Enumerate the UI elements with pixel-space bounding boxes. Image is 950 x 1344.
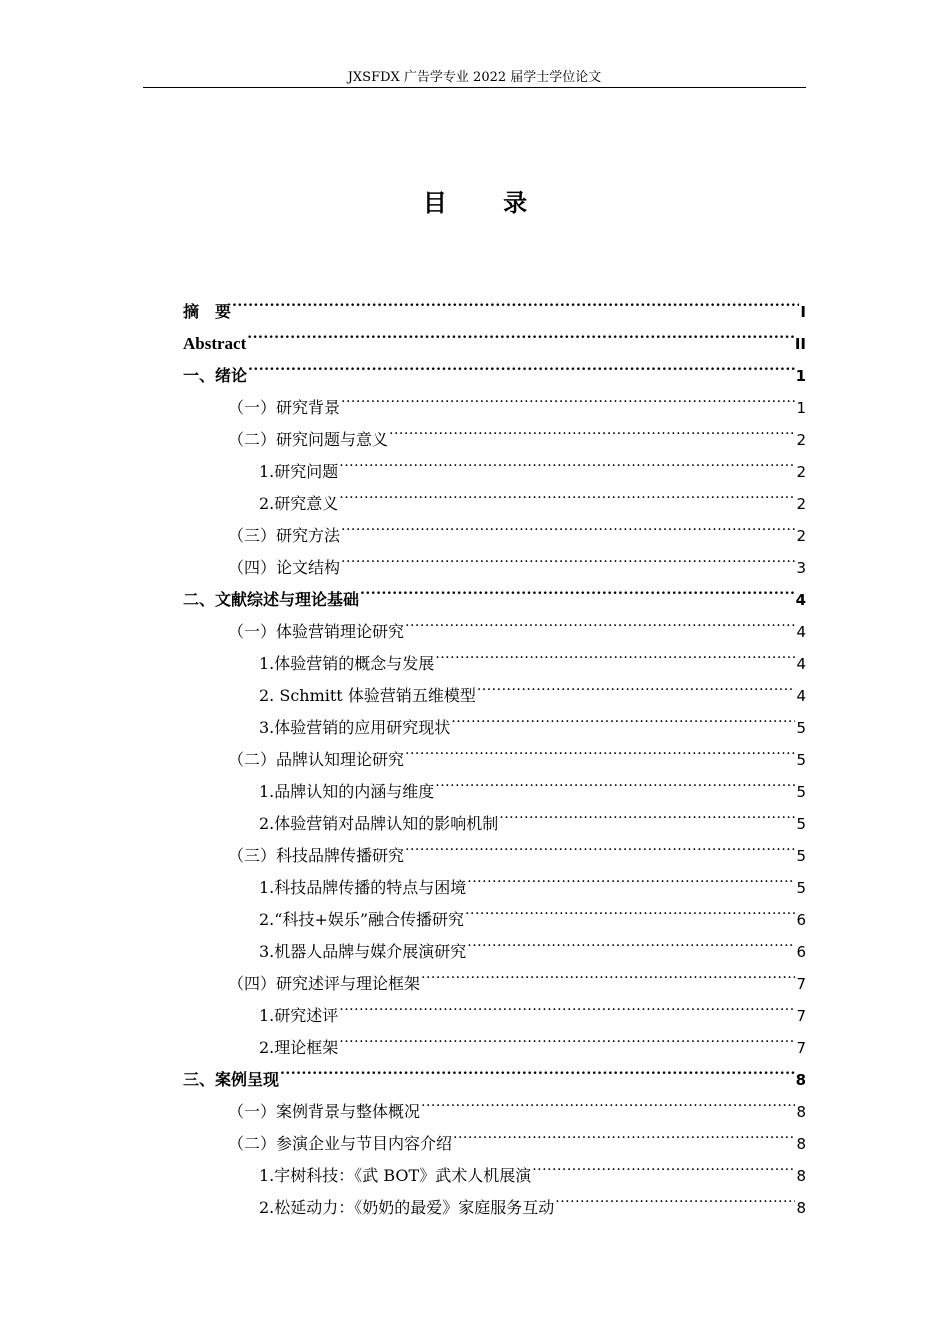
toc-entry-label: （二）参演企业与节目内容介绍 [228,1134,453,1153]
toc-dot-leader [339,1021,795,1053]
toc-entry-page-number: II [794,335,806,353]
page-header: JXSFDX 广告学专业 2022 届学士学位论文 [347,70,602,85]
toc-entry-label: （一）研究背景 [228,398,341,417]
toc-entry-page-number: 8 [796,1167,806,1185]
toc-entry-page-number: 8 [796,1103,806,1121]
toc-entry-page-number: 4 [796,623,806,641]
toc-entry-page-number: 2 [796,431,806,449]
toc-dot-leader [435,765,795,797]
toc-entry-label: 三、案例呈现 [183,1070,280,1089]
toc-entry-page-number: 8 [795,1071,806,1089]
toc-entry-page-number: 5 [796,847,806,865]
toc-dot-leader [477,669,796,701]
toc-entry-label: （四）研究述评与理论框架 [228,974,421,993]
toc-entry-label: 1.品牌认知的内涵与维度 [259,782,435,801]
toc-entry-label: 摘 要 [183,302,232,321]
toc-entry-label: （三）研究方法 [228,526,341,545]
toc-dot-leader [451,701,795,733]
toc-entry-page-number: I [800,303,806,321]
toc-entry-label: 一、绪论 [183,366,248,385]
toc-entry-page-number: 6 [796,911,806,929]
toc-entry-page-number: 5 [796,751,806,769]
toc-dot-leader [467,925,795,957]
toc-entry-page-number: 7 [796,1007,806,1025]
toc-entry[interactable] [183,285,806,321]
toc-dot-leader [341,541,795,573]
toc-entry-page-number: 1 [795,367,806,385]
toc-entry-page-number: 8 [796,1135,806,1153]
toc-entry-page-number: 7 [796,975,806,993]
toc-entry-label: 二、文献综述与理论基础 [183,590,360,609]
toc-dot-leader [532,1149,795,1181]
toc-entry-label: 1.宇树科技：《武 BOT》武术人机展演 [259,1166,532,1185]
toc-dot-leader [465,893,795,925]
toc-dot-leader [232,285,799,317]
toc-dot-leader [341,509,795,541]
toc-dot-leader [453,1117,795,1149]
toc-entry-label: 2.“科技+娱乐”融合传播研究 [259,910,465,929]
toc-entry-page-number: 5 [796,815,806,833]
toc-dot-leader [247,317,794,349]
toc-entry-label: 2.研究意义 [259,494,339,513]
toc-entry-page-number: 7 [796,1039,806,1057]
toc-entry-page-number: 2 [796,463,806,481]
toc-dot-leader [389,413,795,445]
toc-entry-page-number: 5 [796,783,806,801]
toc-dot-leader [421,1085,795,1117]
toc-entry-label: 1.研究述评 [259,1006,339,1025]
toc-entry-page-number: 3 [796,559,806,577]
toc-dot-leader [339,989,795,1021]
toc-entry-label: 3.机器人品牌与媒介展演研究 [259,942,467,961]
toc-dot-leader [555,1181,795,1213]
table-of-contents [183,285,806,1217]
toc-dot-leader [339,445,795,477]
toc-dot-leader [405,829,795,861]
toc-entry[interactable] [183,349,806,385]
header-divider [143,87,806,88]
toc-dot-leader [421,957,795,989]
toc-entry[interactable] [183,381,806,417]
toc-entry-page-number: 5 [796,719,806,737]
toc-entry-label: （四）论文结构 [228,558,341,577]
toc-entry-label: 1.研究问题 [259,462,339,481]
toc-entry-page-number: 8 [796,1199,806,1217]
toc-entry-label: 3.体验营销的应用研究现状 [259,718,451,737]
toc-entry-label: （三）科技品牌传播研究 [228,846,405,865]
toc-entry-label: （二）品牌认知理论研究 [228,750,405,769]
toc-entry-page-number: 6 [796,943,806,961]
toc-dot-leader [280,1053,795,1085]
toc-entry-label: 2. Schmitt 体验营销五维模型 [259,686,476,705]
toc-title: 目 录 [422,189,552,217]
toc-entry-label: 1.科技品牌传播的特点与困境 [259,878,467,897]
toc-dot-leader [435,637,795,669]
toc-dot-leader [248,349,795,381]
toc-dot-leader [405,605,795,637]
toc-entry-page-number: 2 [796,495,806,513]
toc-entry-label: （一）案例背景与整体概况 [228,1102,421,1121]
toc-entry-label: 1.体验营销的概念与发展 [259,654,435,673]
toc-entry-label: 2.理论框架 [259,1038,339,1057]
toc-dot-leader [499,797,795,829]
toc-entry-page-number: 4 [796,687,806,705]
toc-entry-page-number: 4 [795,591,806,609]
toc-entry[interactable] [183,317,806,353]
toc-entry-page-number: 2 [796,527,806,545]
toc-dot-leader [467,861,795,893]
toc-dot-leader [341,381,795,413]
toc-entry-label: 2.松延动力：《奶奶的最爱》家庭服务互动 [259,1198,555,1217]
toc-entry-label: 2.体验营销对品牌认知的影响机制 [259,814,499,833]
toc-entry-label: Abstract [183,334,247,353]
toc-entry-label: （一）体验营销理论研究 [228,622,405,641]
toc-dot-leader [360,573,795,605]
toc-entry-page-number: 5 [796,879,806,897]
toc-entry-page-number: 4 [796,655,806,673]
toc-dot-leader [339,477,795,509]
toc-entry-page-number: 1 [796,399,806,417]
toc-entry-label: （二）研究问题与意义 [228,430,389,449]
toc-dot-leader [405,733,795,765]
